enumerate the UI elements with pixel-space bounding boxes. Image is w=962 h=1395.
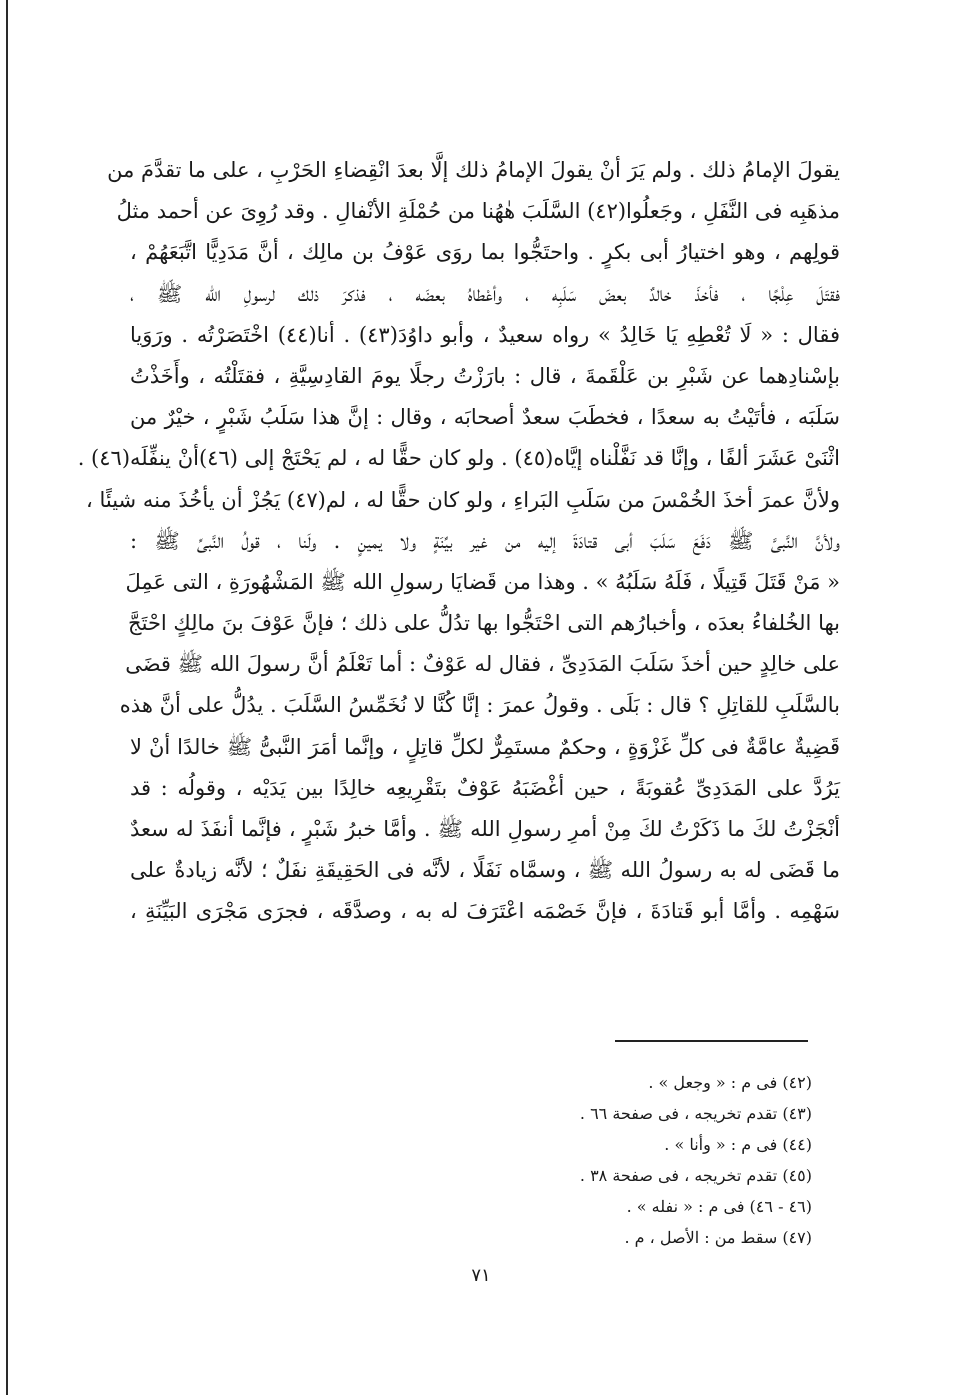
footnote-item: (٤٧) سقط من : الأصل ، م .: [624, 1228, 812, 1247]
text-line: بالسَّلَبِ للقاتِلِ ؟ قال : بَلَى . وقولُ عمرَ : إنَّا كُنَّا لا نُخَمِّسُ السَّلَبَ . يدُلُّ على أنَّ هذه: [119, 693, 840, 718]
main-text-block: [77, 150, 840, 933]
footnote-item: (٤٤) فى م : « وأنا » .: [664, 1135, 812, 1154]
text-line: سَلَبَه ، فأتَيْتُ به سعدًا ، فخطَبَ سعدٌ أصحابَه ، وقال : إنَّ هذا سَلَبُ شَبْرٍ ، خيْرٌ من: [130, 405, 840, 430]
text-line: بها الخُلفاءُ بعدَه ، وأخبارُهم التى احْتَجُّوا بها تدُلُّ على ذلك ؛ فإنَّ عَوْفَ بنَ مالِكٍ احْتَجَّ: [128, 611, 840, 636]
text-line: ولأنَّ عمرَ أخذَ الخُمْسَ من سَلَبِ البَراءِ ، ولو كان حقًّا له ، لم(٤٧) يَجُزْ أن يأخُذَ منه شيئًا ،: [86, 487, 840, 512]
text-line: قَضِيةٌ عامَّةٌ فى كلِّ غَزْوَةٍ ، وحكمٌ مستَمِرٌّ لكلِّ قاتِلٍ ، وإنَّما أمَرَ النَّبىُّ ﷺ خالدًا أنْ لا: [130, 734, 840, 759]
text-line: على خالِدٍ حين أخذَ سَلَبَ المَدَدِىِّ ، فقال له عَوْفٌ : أما تَعْلَمُ أنَّ رسولَ الله ﷺ قضَى: [125, 652, 840, 677]
text-line: يقولَ الإمامُ ذلك . ولم يَرَ أنْ يقولَ الإمامُ ذلك إلَّا بعدَ انْقِضاءِ الحَرْبِ ، على ما تقدَّمَ من: [107, 158, 840, 182]
footnote-item: (٤٢) فى م : « وجعل » .: [648, 1073, 812, 1092]
footnote-separator: [615, 1040, 808, 1042]
footnotes-list: [412, 1067, 812, 1253]
text-line: ولأنَّ النَّبىَّ ﷺ دَفَعَ سَلَبَ أبى قتادَةَ إليه من غير بيِّنَةٍ ولا يمينٍ . ولَنا ، قولُ النَّبىِّ ﷺ :: [130, 528, 840, 553]
text-line: اثْنَىْ عَشَرَ ألفًا ، وإنَّا قد نَفَّلْناه إيَّاه(٤٥) . ولو كان حقًّا له ، لم يَحْتَجْ إلى (٤٦)أنْ ينفِّلَه(٤٦) .: [77, 446, 840, 471]
body-paragraph: [77, 150, 840, 933]
text-line: قولِهم ، وهو اختيارُ أبى بكرٍ . واحتَجُّوا بما روَى عَوْفُ بن مالِك ، أنَّ مَدَدِيًّا اتَّبَعَهُمْ ،: [130, 240, 840, 265]
text-line: بإسْنادِهما عن شَبْرِ بن عَلْقَمةَ ، قال : بارَزْتُ رجلًا يومَ القادِسِيَّةِ ، فقتَلْتُه ، وأَخَذْتُ: [130, 363, 840, 388]
text-line: ما قَضَى له به رسولُ الله ﷺ ، وسمَّاه نَفَلًا ، لأنَّه فى الحَقِيقَةِ نفَلٌ ؛ لأنَّه زيادةٌ على: [130, 858, 840, 883]
footnote-item: (٤٦ - ٤٦) فى م : « نفله » .: [626, 1197, 812, 1216]
text-line: مذهَبِه فى النَّفَلِ ، وجَعلُوا(٤٢) السَّلَبَ هٰهُنا من حُمْلَةِ الأنْفالِ . وقد رُوِىَ عن أحمد مثلُ: [116, 199, 840, 224]
text-line: يَرُدَّ على المَدَدِىِّ عُقوبَةً ، حين أغْضَبَهُ عَوْفٌ بتَقْرِيعِه خالِدًا بين يَدَيْه ، وقولُه : قد: [130, 775, 840, 800]
page-edge-rule: [6, 0, 8, 1395]
text-line: « مَنْ قَتَلَ قَتِيلًا ، فَلَهُ سَلَبُهُ » . وهذا من قَضايَا رسولِ الله ﷺ المَشْهُورَةِ ، التى عَمِلَ: [125, 569, 840, 594]
text-line: فقال : « لَا تُعْطِهِ يَا خَالِدُ » رواه سعيدٌ ، وأبو داوُدَ(٤٣) . أنا(٤٤) اخْتَصَرْتُه . ورَوَيا: [130, 322, 840, 347]
text-line: سَهْمِه . وأمَّا أبو قَتادَةَ ، فإنَّ خَصْمَه اعْتَرَفَ له به ، وصدَّقَه ، فجرَى مَجْرَى البَيِّنَةِ ،: [130, 899, 840, 924]
page-number: ٧١: [471, 1265, 491, 1286]
footnote-item: (٤٣) تقدم تخريجه ، فى صفحة ٦٦ .: [579, 1104, 812, 1123]
footnote-item: (٤٥) تقدم تخريجه ، فى صفحة ٣٨ .: [579, 1166, 812, 1185]
text-line: فقتَلَ عِلْجًا ، فأخذَ خالدٌ بعضَ سَلَبِه ، وأعْطاهُ بعضَه ، فذكرَ ذلك لرسولِ الله ﷺ ،: [130, 281, 840, 306]
text-line: أنْجَزْتُ لكَ ما ذَكَرْتُ لكَ مِنْ أمرِ رسولِ الله ﷺ . وأمَّا خبرُ شَبْرٍ ، فإنَّما أنفَذَ له سعدٌ: [130, 817, 840, 841]
